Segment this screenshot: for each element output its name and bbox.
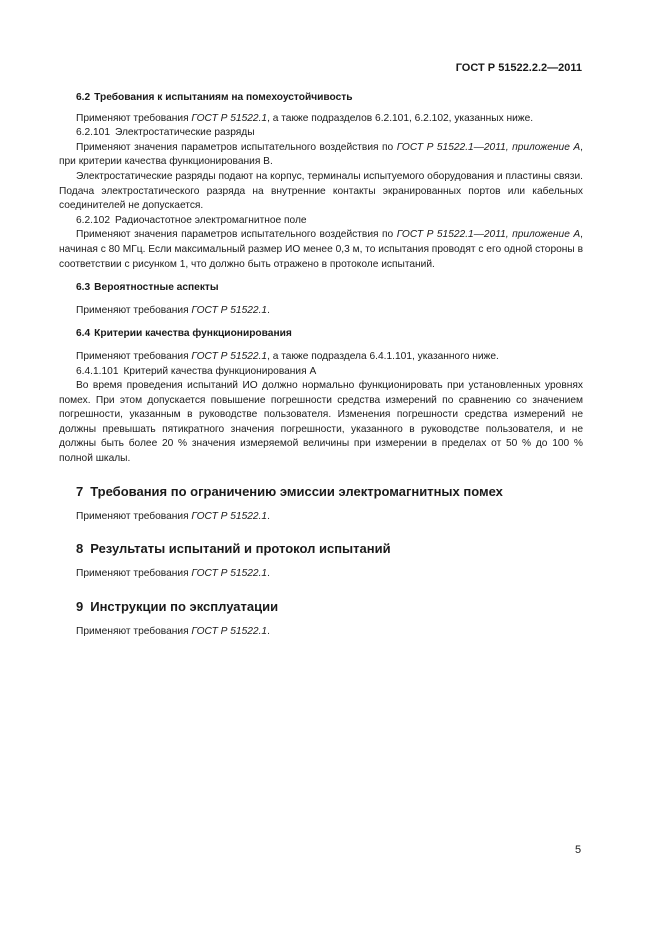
text: .: [267, 510, 270, 522]
clause-number: 6.2.101: [76, 127, 110, 139]
text: Применяют требования: [76, 112, 192, 124]
paragraph: Во время проведения испытаний ИО должно нормально функционировать при установленных уровнях помех. При этом допускается повышение погрешности средства измерений по сравнению со значением погрешности, указанным в руководстве пользователя. Изменения погрешности средства измерений не должны превышать пятикратного значения погрешности, указанного в руководстве пользователя, и не должны быть более 20 % значения измеряемой величины при измерении в пределах от 50 % до 100 % полной шкалы.: [59, 380, 583, 465]
standard-reference: ГОСТ Р 51522.1: [191, 568, 268, 580]
text: Применяют требования: [76, 304, 192, 316]
paragraph: [59, 141, 583, 170]
clause-title: Радиочастотное электромагнитное поле: [115, 214, 307, 226]
section-9-heading: [59, 598, 583, 616]
clause-6-2-102-heading: [59, 214, 583, 229]
page-body: [59, 91, 583, 639]
text: , а также подраздела 6.4.1.101, указанного ниже.: [267, 350, 499, 362]
paragraph: [59, 567, 583, 582]
section-8-heading: [59, 540, 583, 558]
subsection-title: Требования к испытаниям на помехоустойчивость: [94, 92, 353, 103]
page-number: 5: [575, 844, 582, 856]
subsection-6-4-heading: [59, 327, 583, 342]
text: , при критерии качества функционирования В.: [59, 141, 583, 168]
standard-reference: ГОСТ Р 51522.1—2011, приложение А: [396, 229, 581, 241]
text: , начиная с 80 МГц. Если максимальный размер ИО менее 0,3 м, то испытания проводят с его одной стороны в соответствии с рисунком 1, что должно быть отражено в протоколе испытаний.: [59, 229, 583, 270]
clause-title: Электростатические разряды: [115, 127, 255, 139]
standard-reference: ГОСТ Р 51522.1: [191, 304, 268, 316]
section-number: 7: [76, 483, 84, 499]
text: Применяют значения параметров испытательного воздействия по: [76, 229, 397, 241]
clause-title: Критерий качества функционирования А: [123, 365, 317, 377]
section-title: Инструкции по эксплуатации: [90, 598, 279, 614]
standard-reference: ГОСТ Р 51522.1—2011, приложение А: [396, 141, 581, 153]
paragraph: [59, 510, 583, 525]
subsection-title: Вероятностные аспекты: [94, 282, 219, 294]
subsection-number: 6.4: [76, 328, 91, 340]
clause-number: 6.4.1.101: [76, 365, 119, 377]
text: Применяют требования: [76, 625, 192, 637]
section-title: Требования по ограничению эмиссии электромагнитных помех: [90, 483, 503, 499]
section-7-heading: [59, 483, 583, 501]
subsection-number: 6.2: [76, 92, 91, 103]
clause-6-4-1-101-heading: [59, 365, 583, 380]
standard-reference: ГОСТ Р 51522.1: [191, 510, 268, 522]
section-number: 9: [76, 598, 84, 614]
text: Применяют требования: [76, 568, 192, 580]
text: .: [267, 625, 270, 637]
clause-number: 6.2.102: [76, 214, 110, 226]
section-number: 8: [76, 541, 84, 557]
standard-reference: ГОСТ Р 51522.1: [191, 625, 268, 637]
subsection-number: 6.3: [76, 282, 91, 294]
standard-reference: ГОСТ Р 51522.1: [191, 350, 268, 362]
paragraph: [59, 304, 583, 319]
subsection-6-2-heading: [59, 91, 583, 106]
paragraph: [59, 350, 583, 365]
text: .: [267, 568, 270, 580]
text: Применяют требования: [76, 510, 192, 522]
subsection-6-3-heading: [59, 281, 583, 296]
text: , а также подразделов 6.2.101, 6.2.102, указанных ниже.: [267, 112, 534, 124]
standard-reference: ГОСТ Р 51522.1: [191, 112, 268, 124]
section-title: Результаты испытаний и протокол испытаний: [90, 541, 391, 557]
text: Применяют значения параметров испытательного воздействия по: [76, 141, 397, 153]
subsection-title: Критерии качества функционирования: [94, 328, 292, 340]
paragraph: Электростатические разряды подают на корпус, терминалы испытуемого оборудования и пластины связи. Подача электростатического разряда на внутренние контакты экранированных портов или кабельных соединителей не допускается.: [59, 170, 583, 212]
clause-6-2-101-heading: [59, 126, 583, 141]
text: .: [267, 304, 270, 316]
document-code-header: ГОСТ Р 51522.2.2—2011: [455, 62, 582, 74]
text: Применяют требования: [76, 350, 192, 362]
paragraph: [59, 625, 583, 640]
paragraph: [59, 112, 583, 127]
paragraph: [59, 228, 583, 272]
